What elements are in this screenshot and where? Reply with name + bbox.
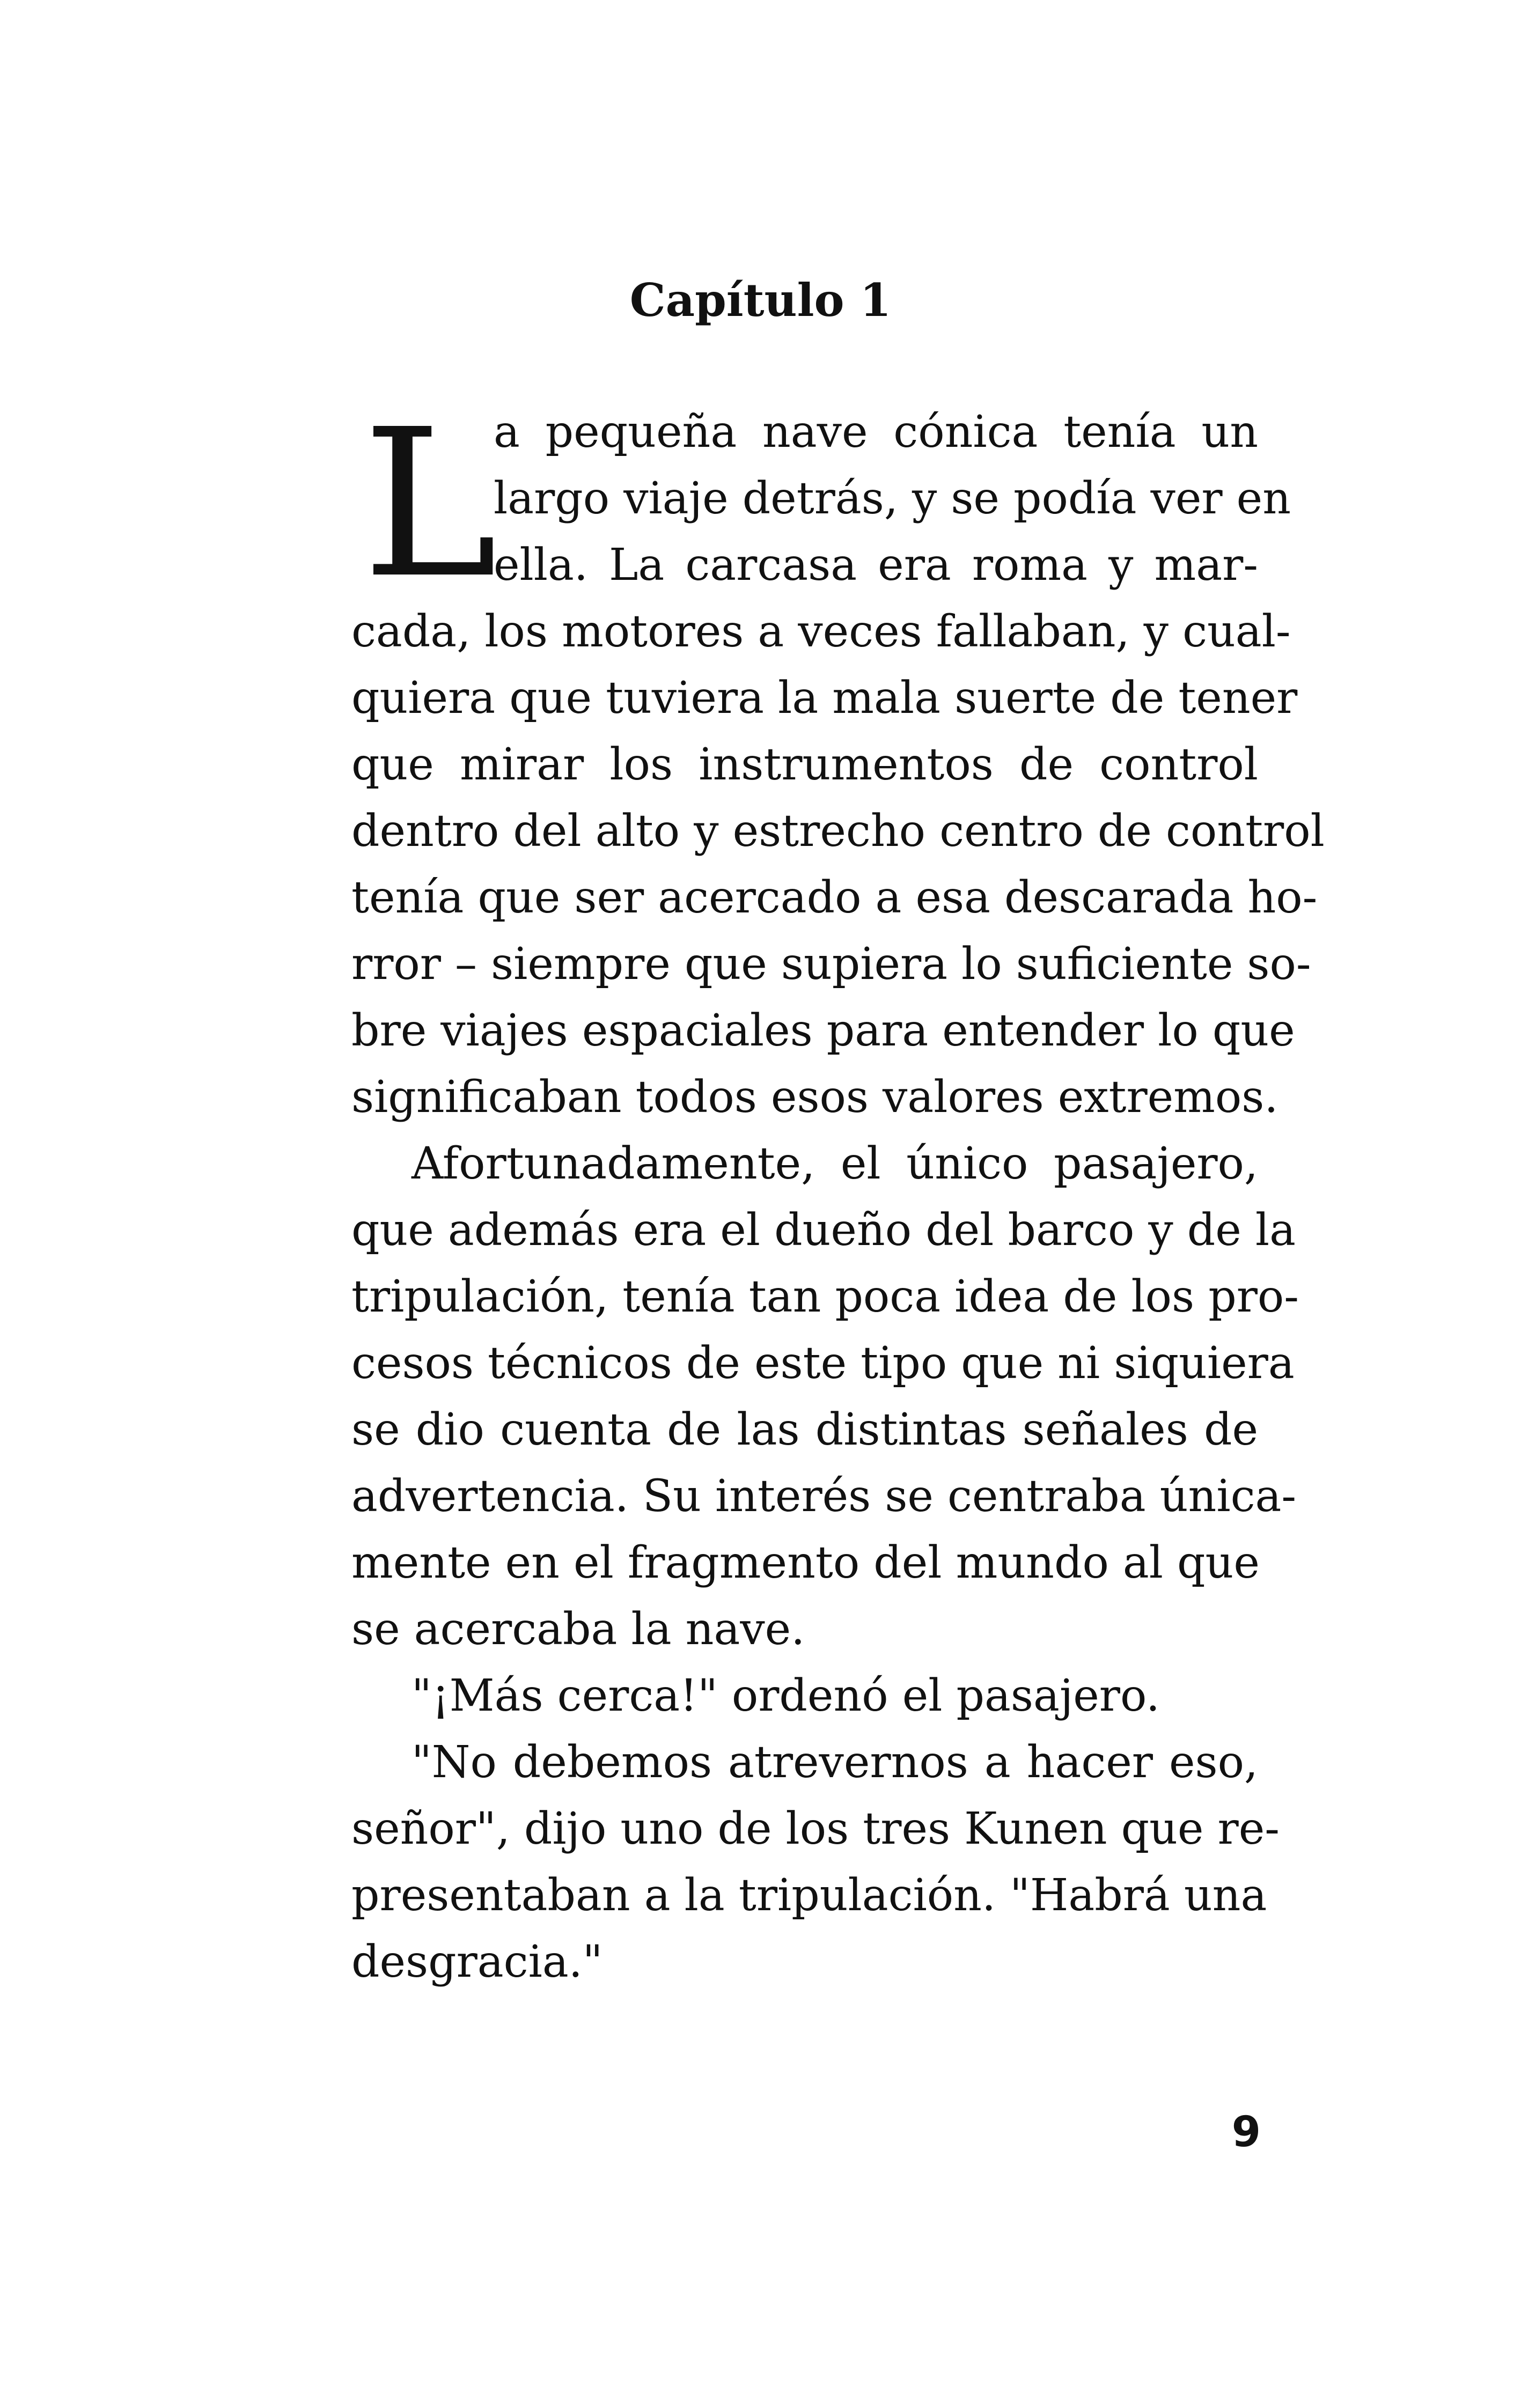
paragraph-1 xyxy=(351,385,1325,1131)
text-line: "No debemos atrevernos a hacer eso, xyxy=(412,1737,1258,1788)
chapter-body xyxy=(351,385,1325,1995)
paragraph-2 xyxy=(351,1131,1299,1663)
text-line: Afortunadamente, el único pasajero, xyxy=(412,1138,1258,1189)
text-line: quiera que tuviera la mala suerte de tener xyxy=(351,673,1298,724)
text-line: se acercaba la nave. xyxy=(351,1604,805,1655)
text-line: rror – siempre que supiera lo suficiente so- xyxy=(351,939,1311,990)
text-line: cesos técnicos de este tipo que ni siquiera xyxy=(351,1338,1295,1389)
text-line: tripulación, tenía tan poca idea de los pro- xyxy=(351,1271,1299,1322)
text-line: largo viaje detrás, y se podía ver en xyxy=(494,473,1291,524)
text-line: mente en el fragmento del mundo al que xyxy=(351,1537,1260,1588)
page-number: 9 xyxy=(1231,2108,1261,2156)
text-line: desgracia." xyxy=(351,1936,603,1987)
text-line: cada, los motores a veces fallaban, y cual- xyxy=(351,606,1291,657)
text-line: advertencia. Su interés se centraba única- xyxy=(351,1471,1297,1522)
text-line: señor", dijo uno de los tres Kunen que re- xyxy=(351,1803,1280,1854)
text-line: a pequeña nave cónica tenía un xyxy=(494,407,1258,458)
text-line: presentaban a la tripulación. "Habrá una xyxy=(351,1870,1267,1921)
text-line: bre viajes espaciales para entender lo que xyxy=(351,1005,1295,1056)
paragraph-4 xyxy=(351,1729,1280,1995)
text-line: que además era el dueño del barco y de la xyxy=(351,1205,1296,1256)
chapter-title: Capítulo 1 xyxy=(629,274,892,327)
text-line: se dio cuenta de las distintas señales de xyxy=(351,1404,1258,1455)
text-line: significaban todos esos valores extremos. xyxy=(351,1072,1278,1123)
text-line: que mirar los instrumentos de control xyxy=(351,739,1258,790)
text-line: dentro del alto y estrecho centro de control xyxy=(351,806,1325,857)
text-line: tenía que ser acercado a esa descarada ho- xyxy=(351,872,1318,923)
paragraph-3 xyxy=(351,1663,1258,1729)
drop-cap-letter: L xyxy=(362,385,498,623)
text-line: "¡Más cerca!" ordenó el pasajero. xyxy=(412,1670,1160,1721)
text-line: ella. La carcasa era roma y mar- xyxy=(494,540,1258,591)
